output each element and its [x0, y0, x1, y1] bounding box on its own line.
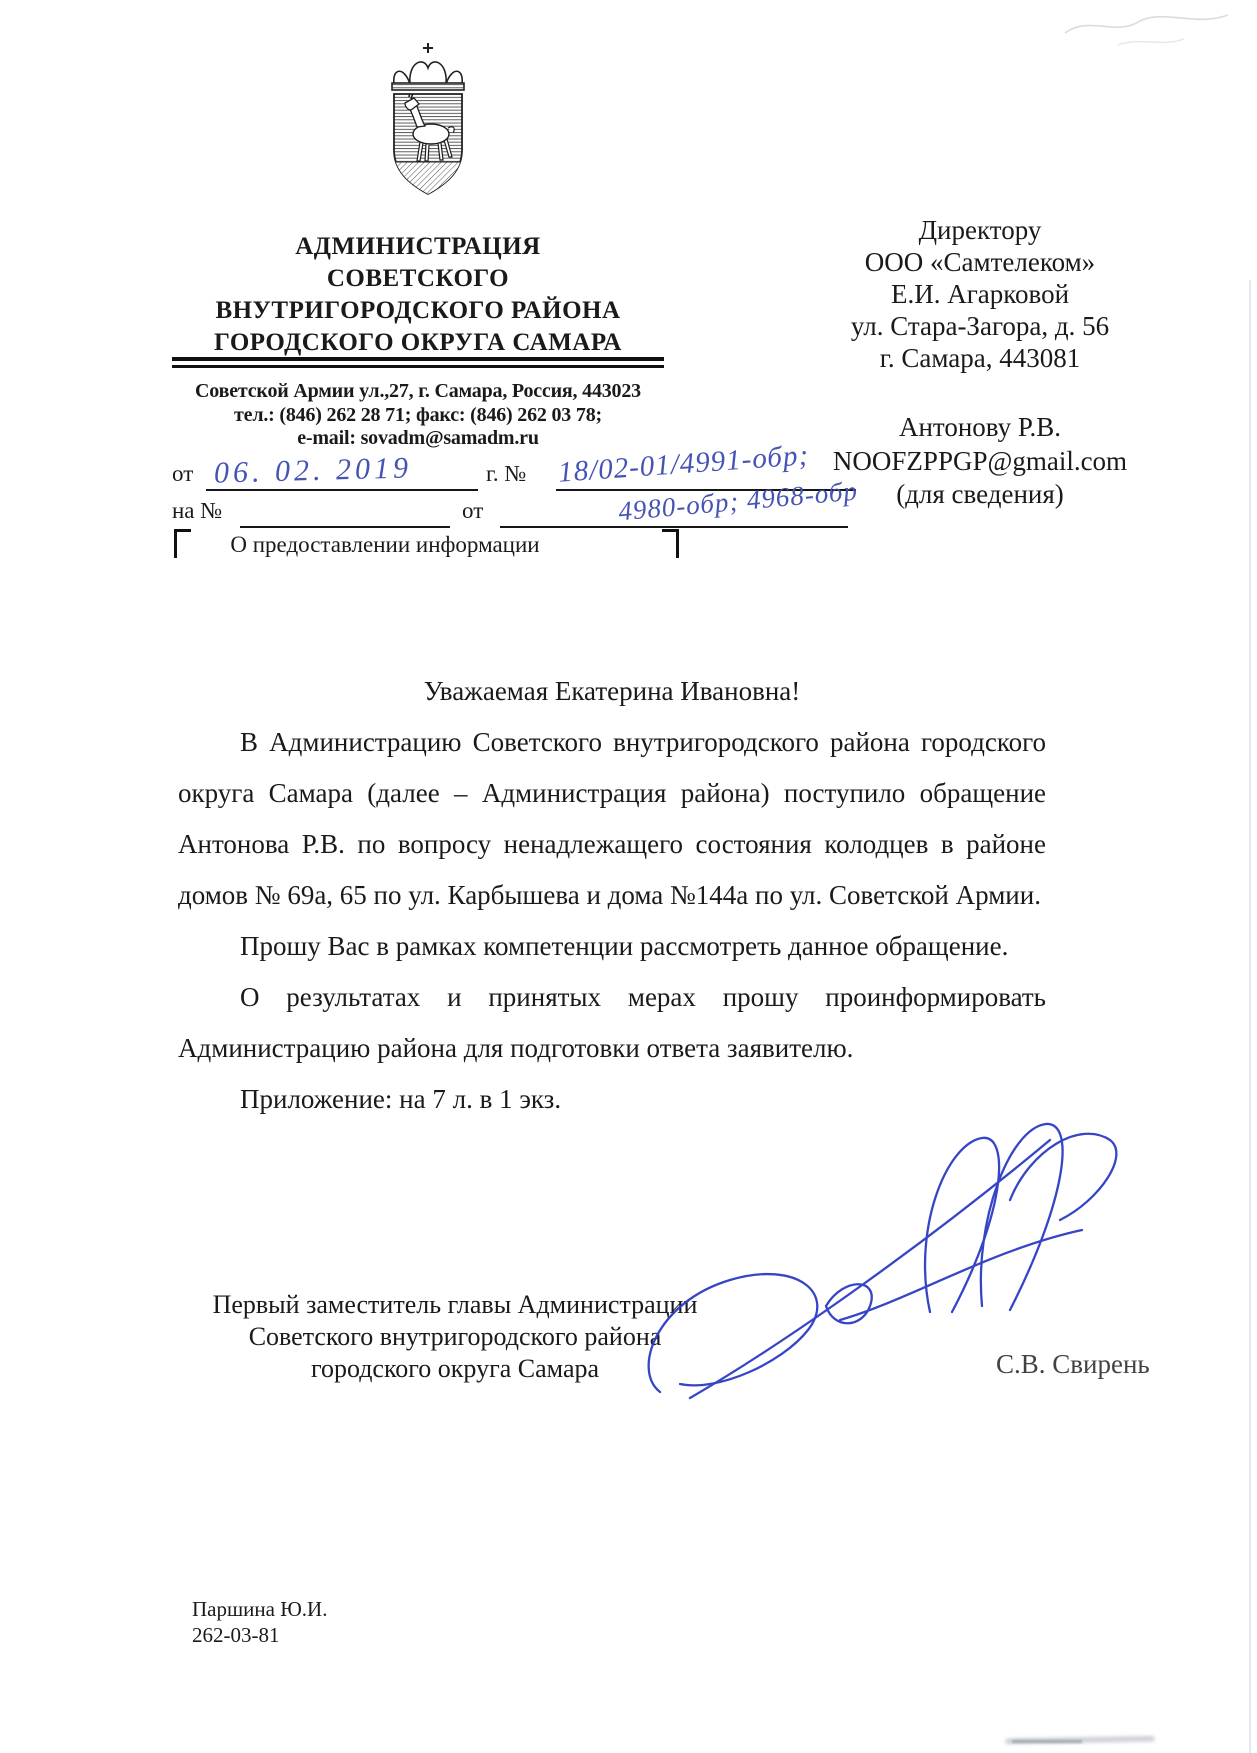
- org-name-line: ВНУТРИГОРОДСКОГО РАЙОНА: [215, 297, 621, 324]
- reply-date-underline: [500, 526, 848, 528]
- recipient-secondary-line: (для сведения): [896, 479, 1064, 509]
- letterhead-address-line: тел.: (846) 262 28 71; факс: (846) 262 03 78;: [234, 403, 602, 426]
- ref-date-label: от: [172, 461, 194, 486]
- reply-date-label: от: [462, 498, 484, 523]
- org-name-line: АДМИНИСТРАЦИЯ: [295, 233, 541, 260]
- signatory-title-line: Первый заместитель главы Администрации: [212, 1290, 698, 1319]
- salutation: Уважаемая Екатерина Ивановна!: [423, 676, 801, 706]
- recipient-line: Директору: [918, 215, 1042, 245]
- executor-block: [192, 1596, 327, 1648]
- letter-body: [178, 666, 1046, 1125]
- body-paragraph: В Администрацию Советского внутригородского района городского округа Самара (далее – Администрация района) поступило обращение Антонова Р.В. по вопросу ненадлежащего состояния колодцев в районе домов № 69а, 65 по ул. Карбышева и дома №144а по ул. Советской Армии.: [178, 727, 1046, 910]
- subject-bracket-left: [174, 529, 191, 558]
- letterhead-address-line: Советской Армии ул.,27, г. Самара, Россия, 443023: [195, 380, 641, 402]
- handwritten-number-2: 4980-обр; 4968-обр: [617, 475, 859, 527]
- reply-number-underline: [240, 526, 450, 528]
- signatory-name: С.В. Свирень: [996, 1349, 1150, 1379]
- recipient-line: Е.И. Агарковой: [890, 279, 1070, 309]
- pencil-marks: [1060, 5, 1250, 50]
- scan-smudge: [1012, 1740, 1082, 1743]
- handwritten-number: 18/02-01/4991-обр;: [557, 439, 811, 489]
- recipient-secondary-line: NOOFZPPGP@gmail.com: [832, 445, 1128, 476]
- body-paragraph: О результатах и принятых мерах прошу проинформировать Администрацию района для подготовки ответа заявителю.: [178, 982, 1046, 1063]
- recipient-block: [760, 214, 1200, 374]
- recipient-secondary-line: Антонову Р.В.: [898, 412, 1062, 442]
- recipient-line: ООО «Самтелеком»: [864, 247, 1096, 277]
- handwritten-date: 06. 02. 2019: [213, 451, 413, 490]
- scan-edge-line: [1249, 280, 1251, 1753]
- letterhead-address: [168, 380, 668, 451]
- reply-number-label: на №: [172, 498, 223, 523]
- letterhead-divider: [172, 357, 664, 368]
- subject-line: О предоставлении информации: [230, 532, 540, 557]
- body-paragraph: Приложение: на 7 л. в 1 экз.: [240, 1084, 562, 1114]
- recipient-line: ул. Стара-Загора, д. 56: [850, 311, 1110, 341]
- signatory-title-line: Советского внутригородского района: [248, 1322, 662, 1351]
- recipient-secondary-block: [760, 411, 1200, 512]
- recipient-line: г. Самара, 443081: [879, 343, 1081, 373]
- subject-bracket-right: [662, 529, 679, 558]
- letterhead-address-line: e-mail: sovadm@samadm.ru: [297, 427, 539, 449]
- executor-name: Паршина Ю.И.: [192, 1597, 328, 1621]
- letterhead-org-name: [168, 231, 668, 359]
- signatory-title-line: городского округа Самара: [310, 1354, 600, 1383]
- ref-number-label: г. №: [486, 461, 527, 486]
- org-name-line: СОВЕТСКОГО: [326, 265, 510, 292]
- coat-of-arms-emblem: [380, 42, 476, 202]
- org-name-line: ГОРОДСКОГО ОКРУГА САМАРА: [214, 329, 622, 356]
- body-paragraph: Прошу Вас в рамках компетенции рассмотреть данное обращение.: [240, 931, 1009, 961]
- executor-phone: 262-03-81: [192, 1623, 280, 1647]
